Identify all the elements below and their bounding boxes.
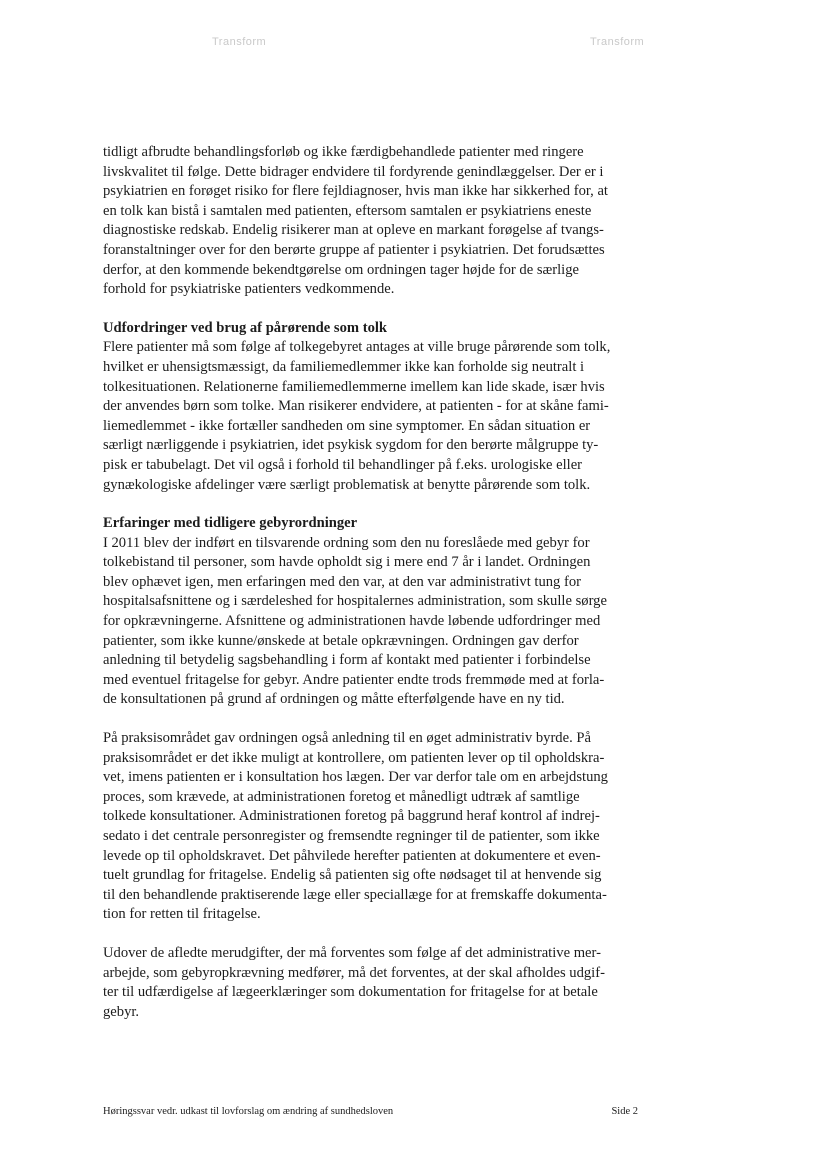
text-line: proces, som krævede, at administrationen foretog et månedligt udtræk af samtlige bbox=[103, 788, 580, 805]
text-line: vet, imens patienten er i konsultation hos lægen. Der var derfor tale om en arbejdstung bbox=[103, 769, 608, 786]
text-line: sedato i det centrale personregister og fremsendte regninger til de patienter, som ikke bbox=[103, 828, 600, 844]
text-line: med eventuel fritagelse for gebyr. Andre patienter endte trods fremmøde med at forla- bbox=[103, 671, 605, 688]
text-line: praksisområdet er det ikke muligt at kontrollere, om patienten lever op til opholdskra- bbox=[103, 749, 605, 766]
paragraph bbox=[103, 944, 643, 1022]
text-line: tolkede konsultationer. Administrationen foretog på baggrund heraf kontrol af indrej- bbox=[103, 808, 600, 825]
text-line: foranstaltninger over for den berørte gruppe af patienter i psykiatrien. Det forudsættes bbox=[103, 241, 605, 258]
text-line: diagnostiske redskab. Endelig risikerer man at opleve en markant forøgelse af tvangs- bbox=[103, 222, 604, 239]
text-line: På praksisområdet gav ordningen også anledning til en øget administrativ byrde. På bbox=[103, 730, 591, 747]
text-line: pisk er tabubelagt. Det vil også i forhold til behandlinger på f.eks. urologiske eller bbox=[103, 456, 583, 473]
document-body bbox=[103, 143, 643, 1041]
paragraph bbox=[103, 143, 643, 300]
text-line: levede op til opholdskravet. Det påhvilede herefter patienten at dokumentere et even- bbox=[103, 847, 601, 864]
section-heading: Udfordringer ved brug af pårørende som tolk bbox=[103, 319, 388, 336]
text-line: blev ophævet igen, men erfaringen med den var, at den var administrativt tung for bbox=[103, 573, 582, 590]
text-line: I 2011 blev der indført en tilsvarende ordning som den nu foreslåede med gebyr for bbox=[103, 534, 590, 551]
text-line: for opkrævningerne. Afsnittene og administrationen havde løbende udfordringer med bbox=[103, 613, 601, 630]
paragraph bbox=[103, 514, 643, 710]
text-line: de konsultationen på grund af ordningen og måtte efterfølgende have en ny tid. bbox=[103, 691, 565, 708]
text-line: Udover de afledte merudgifter, der må forventes som følge af det administrative mer- bbox=[103, 944, 601, 961]
text-line: hospitalsafsnittene og i særdeleshed for hospitalernes administration, som skulle sørge bbox=[103, 593, 607, 610]
page-footer bbox=[103, 1106, 638, 1117]
text-line: derfor, at den kommende bekendtgørelse om ordningen tager højde for de særlige bbox=[103, 261, 579, 278]
text-line: livskvalitet til følge. Dette bidrager endvidere til fordyrende genindlæggelser. Der er i bbox=[103, 163, 604, 180]
watermark-right: Transform bbox=[590, 36, 645, 48]
text-line: forhold for psykiatriske patienters vedkommende. bbox=[103, 281, 395, 298]
text-line: tidligt afbrudte behandlingsforløb og ikke færdigbehandlede patienter med ringere bbox=[103, 144, 584, 160]
text-line: tolkebistand til personer, som havde opholdt sig i mere end 7 år i landet. Ordningen bbox=[103, 554, 591, 571]
text-line: liemedlemmet - ikke fortæller sandheden om sine symptomer. En sådan situation er bbox=[103, 417, 591, 434]
text-line: psykiatrien en forøget risiko for flere fejldiagnoser, hvis man ikke har sikkerhed for, at bbox=[103, 183, 608, 200]
text-line: særligt nærliggende i psykiatrien, idet psykisk sygdom for den berørte målgruppe ty- bbox=[103, 437, 599, 454]
page-number: Side 2 bbox=[611, 1106, 638, 1117]
section-heading: Erfaringer med tidligere gebyrordninger bbox=[103, 515, 358, 532]
text-line: en tolk kan bistå i samtalen med patienten, eftersom samtalen er psykiatriens eneste bbox=[103, 202, 592, 219]
text-line: tion for retten til fritagelse. bbox=[103, 906, 261, 923]
text-line: gynækologiske afdelinger være særligt problematisk at benytte pårørende som tolk. bbox=[103, 476, 591, 493]
text-line: ter til udfærdigelse af lægeerklæringer som dokumentation for fritagelse for at betale bbox=[103, 984, 598, 1001]
text-line: anledning til betydelig sagsbehandling i form af kontakt med patienter i forbindelse bbox=[103, 652, 591, 669]
watermark-left: Transform bbox=[212, 36, 267, 48]
text-line: tuelt grundlag for fritagelse. Endelig så patienten sig ofte nødsaget til at henvende sig bbox=[103, 867, 602, 884]
text-line: til den behandlende praktiserende læge eller speciallæge for at fremskaffe dokumenta- bbox=[103, 886, 607, 903]
footer-title: Høringssvar vedr. udkast til lovforslag om ændring af sundhedsloven bbox=[103, 1106, 394, 1117]
text-line: patienter, som ikke kunne/ønskede at betale opkrævningen. Ordningen gav derfor bbox=[103, 632, 579, 649]
text-line: gebyr. bbox=[103, 1003, 140, 1020]
text-line: tolkesituationen. Relationerne familiemedlemmerne imellem kan lide skade, især hvis bbox=[103, 378, 605, 395]
paragraph bbox=[103, 319, 643, 495]
text-line: der anvendes børn som tolke. Man risikerer endvidere, at patienten - for at skåne fami- bbox=[103, 398, 609, 415]
paragraph bbox=[103, 729, 643, 925]
text-line: hvilket er uhensigtsmæssigt, da familiemedlemmer ikke kan forholde sig neutralt i bbox=[103, 358, 585, 375]
text-line: Flere patienter må som følge af tolkegebyret antages at ville bruge pårørende som tolk, bbox=[103, 339, 611, 356]
text-line: arbejde, som gebyropkrævning medfører, må det forventes, at der skal afholdes udgif- bbox=[103, 964, 605, 981]
